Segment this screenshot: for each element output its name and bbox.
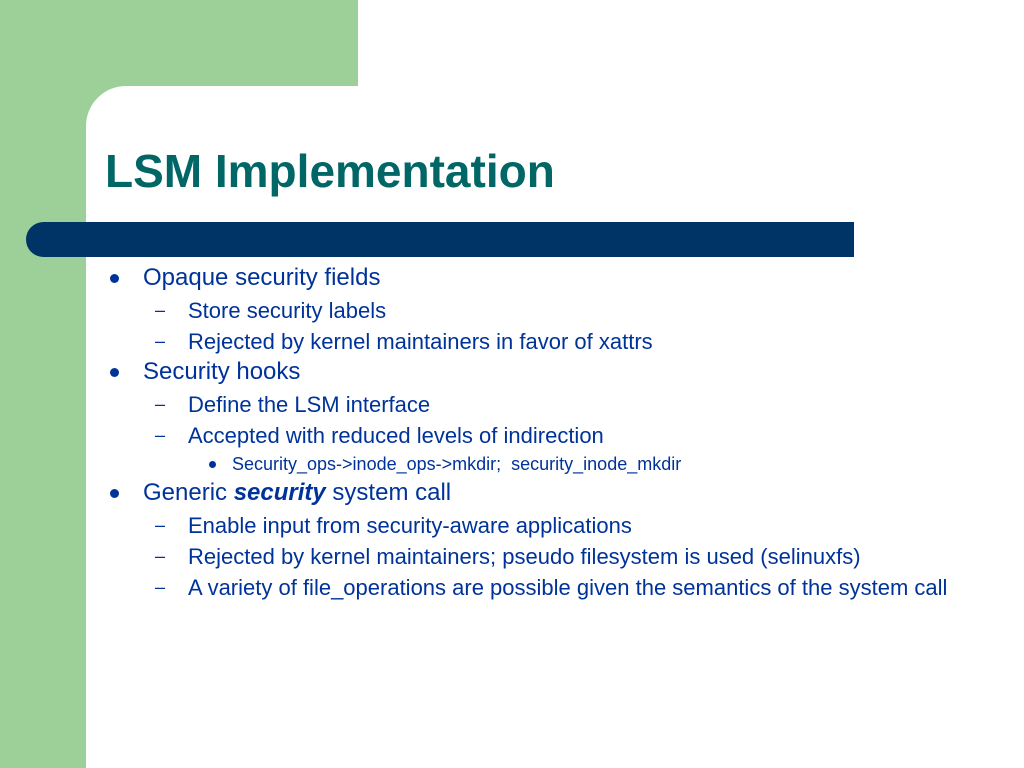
bullet-opaque-security-fields [105,263,1005,292]
slide-title: LSM Implementation [105,145,555,197]
bullet-security-hooks [105,357,1005,386]
bullet-text-emphasis: security [233,479,326,506]
bullet-text-prefix: Generic [143,479,234,506]
bullet-text-suffix: system call [325,479,452,506]
dash-icon: – [155,300,166,320]
bullet-text: Opaque security fields [143,264,381,291]
subbullet-text: Rejected by kernel maintainers; pseudo filesystem is used (selinuxfs) [188,544,861,569]
subbullet-enable-input [105,513,1005,538]
dash-icon: – [155,425,166,445]
bullet-dot-icon [110,368,119,377]
subbullet-text: A variety of file_operations are possible given the semantics of the system call [188,575,948,600]
subbullet-text: Store security labels [188,298,387,323]
subbullet-define-interface [105,392,1005,417]
subbullet-text: Define the LSM interface [188,392,431,417]
dash-icon: – [155,577,166,597]
subbullet-file-operations [105,575,968,600]
bullet-generic-security-syscall [105,478,1005,507]
subbullet-accepted-indirection [105,423,1005,448]
subsubbullet-mkdir [105,453,1005,475]
bullet-dot-icon [209,461,216,468]
bullet-text: Security hooks [143,358,301,385]
bullet-list [105,263,1005,600]
subbullet-text: Rejected by kernel maintainers in favor of xattrs [188,329,653,354]
subbullet-text: Accepted with reduced levels of indirection [188,423,604,448]
subbullet-store-labels [105,298,1005,323]
bullet-dot-icon [110,274,119,283]
subbullet-rejected-xattrs [105,329,1005,354]
dash-icon: – [155,331,166,351]
subbullet-rejected-selinuxfs [105,544,968,569]
title-underline-bar [26,222,854,257]
subbullet-text: Enable input from security-aware applications [188,513,632,538]
dash-icon: – [155,394,166,414]
subsubbullet-text: Security_ops->inode_ops->mkdir; security_inode_mkdir [232,454,682,474]
dash-icon: – [155,546,166,566]
bullet-dot-icon [110,489,119,498]
dash-icon: – [155,515,166,535]
